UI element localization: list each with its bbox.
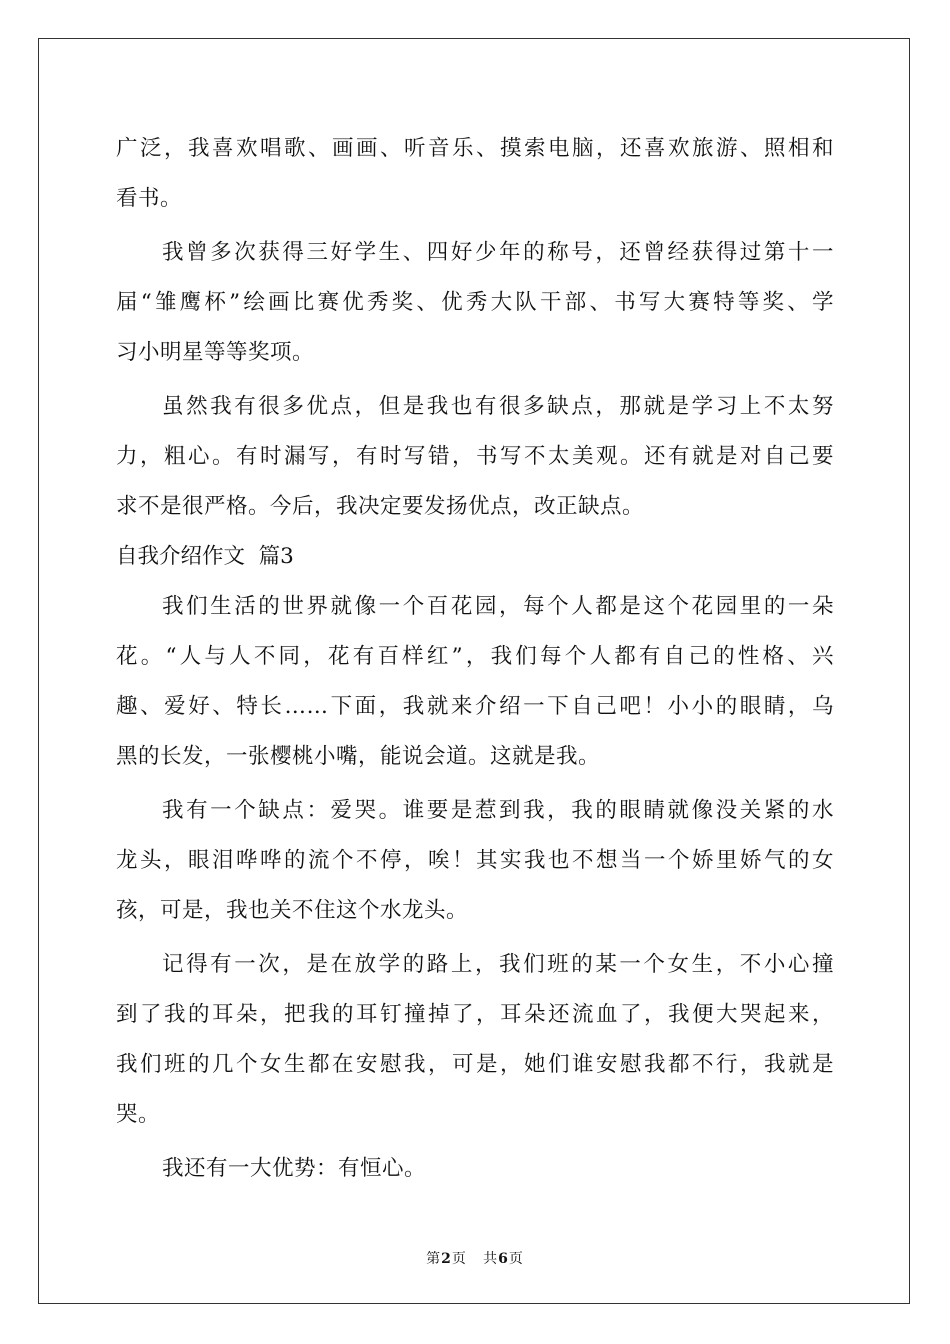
text-line: 我还有一大优势：有恒心。 (162, 1156, 427, 1181)
text-line: 龙头，眼泪哗哗的流个不停，唉！其实我也不想当一个娇里娇气的女 (116, 848, 834, 873)
text-line: 孩，可是，我也关不住这个水龙头。 (116, 898, 469, 923)
total-page-number: 6 (498, 1251, 509, 1267)
text-line: 趣、爱好、特长……下面，我就来介绍一下自己吧！小小的眼睛，乌 (116, 694, 834, 719)
text-line: 哭。 (116, 1102, 161, 1127)
section-heading: 自我介绍作文 篇3 (116, 544, 294, 569)
text-line: 我们班的几个女生都在安慰我，可是，她们谁安慰我都不行，我就是 (116, 1052, 834, 1077)
current-page-number: 2 (441, 1251, 452, 1267)
text-line: 黑的长发，一张樱桃小嘴，能说会道。这就是我。 (116, 744, 601, 769)
text-line: 我们生活的世界就像一个百花园，每个人都是这个花园里的一朵 (162, 594, 834, 619)
text-line: 记得有一次，是在放学的路上，我们班的某一个女生，不小心撞 (162, 952, 834, 977)
text-line: 习小明星等等奖项。 (116, 340, 315, 365)
footer-mid: 页 共 (451, 1251, 499, 1267)
text-line: 看书。 (116, 186, 183, 211)
page-footer (0, 1248, 950, 1268)
document-body (116, 124, 834, 1194)
footer-suffix: 页 (508, 1251, 524, 1267)
text-line: 求不是很严格。今后，我决定要发扬优点，改正缺点。 (116, 494, 645, 519)
text-line: 我曾多次获得三好学生、四好少年的称号，还曾经获得过第十一 (162, 240, 834, 265)
text-line: 到了我的耳朵，把我的耳钉撞掉了，耳朵还流血了，我便大哭起来， (116, 1002, 834, 1027)
text-line: 虽然我有很多优点，但是我也有很多缺点，那就是学习上不太努 (162, 394, 834, 419)
text-line: 届“雏鹰杯”绘画比赛优秀奖、优秀大队干部、书写大赛特等奖、学 (116, 290, 834, 315)
footer-prefix: 第 (426, 1251, 442, 1267)
text-line: 广泛，我喜欢唱歌、画画、听音乐、摸索电脑，还喜欢旅游、照相和 (116, 136, 834, 161)
text-line: 花。“人与人不同，花有百样红”，我们每个人都有自己的性格、兴 (116, 644, 834, 669)
text-line: 力，粗心。有时漏写，有时写错，书写不太美观。还有就是对自己要 (116, 444, 834, 469)
text-line: 我有一个缺点：爱哭。谁要是惹到我，我的眼睛就像没关紧的水 (162, 798, 834, 823)
